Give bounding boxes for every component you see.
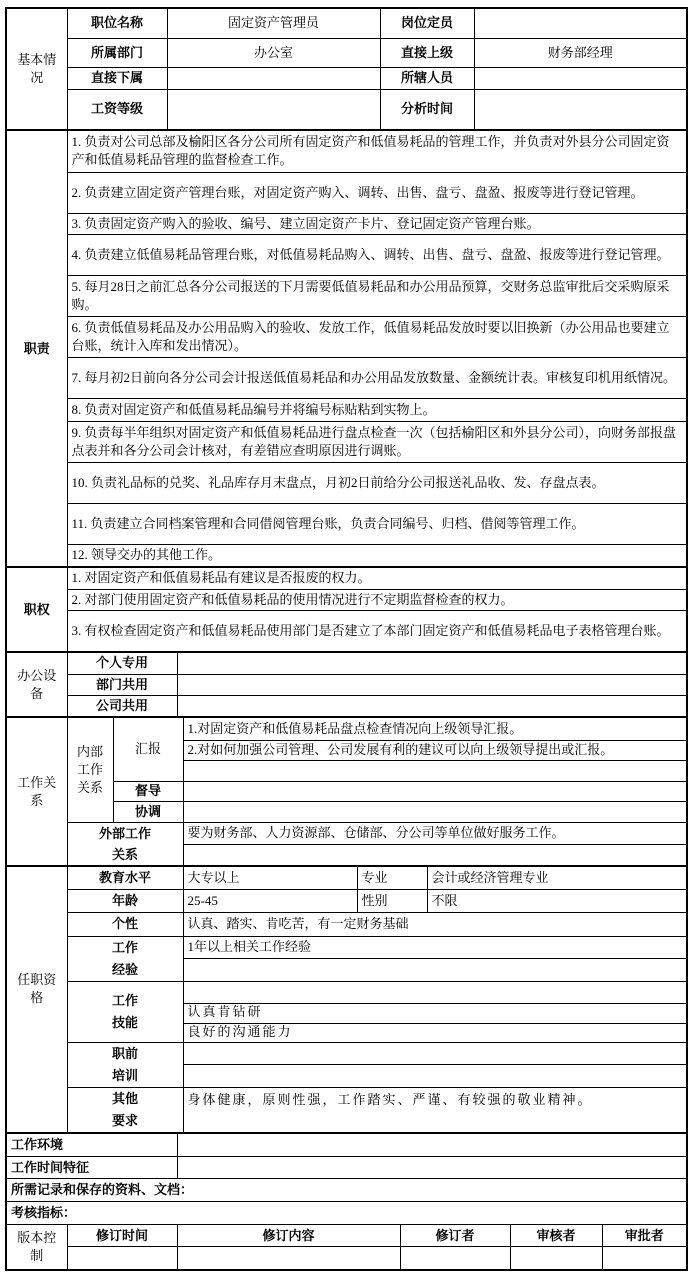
version-col-reviser: 修订者 [400,1225,510,1247]
equipment-company-value[interactable] [177,695,686,716]
work-time-value[interactable] [177,1157,686,1179]
headcount-value[interactable] [474,9,686,38]
version-approver-cell[interactable] [602,1247,686,1269]
skills-label-cell [67,981,183,1042]
duty-item: 10. 负责礼品标的兑奖、礼品库存月末盘点，月初2日前给分公司报送礼品收、发、存盘点表。 [67,462,686,503]
gender-value[interactable]: 不限 [427,889,686,912]
job-description-form [5,7,688,1271]
salary-grade-value[interactable] [167,89,380,129]
basic-info-section [7,9,686,129]
version-reviewer-cell[interactable] [510,1247,602,1269]
skill-item[interactable] [183,981,686,1003]
external-relations-item [183,844,686,865]
misc-section [7,1132,686,1269]
records-label: 所需记录和保存的资料、文档： [7,1179,686,1202]
report-item: 1.对固定资产和低值易耗品盘点检查情况向上级领导汇报。 [183,718,686,740]
work-environment-label: 工作环境 [7,1134,177,1157]
version-control-label: 版本控制 [7,1225,67,1269]
other-requirements-label-cell [67,1087,183,1132]
external-relations-label: 外部工作关系 [98,825,151,862]
report-item [183,760,686,781]
direct-subordinate-value[interactable] [167,67,380,89]
supervise-value[interactable] [183,781,686,801]
duty-item: 8. 负责对固定资产和低值易耗品编号并将编号标贴粘到实物上。 [67,398,686,421]
training-item[interactable] [183,1064,686,1087]
basic-info-section-label: 基本情况 [7,9,67,129]
direct-subordinate-label: 直接下属 [67,67,167,89]
major-label: 专业 [357,867,427,889]
direct-superior-value[interactable]: 财务部经理 [474,38,686,67]
duties-section-label: 职责 [7,131,67,566]
version-col-revision-time: 修订时间 [67,1225,177,1247]
duty-item: 11. 负责建立合同档案管理和合同借阅管理台账，负责合同编号、归档、借阅等管理工作。 [67,503,686,544]
gender-label: 性别 [357,889,427,912]
training-item[interactable] [183,1042,686,1064]
kpi-label: 考核指标： [7,1202,686,1225]
report-label: 汇报 [113,718,183,781]
department-label: 所属部门 [67,38,167,67]
direct-superior-label: 直接上级 [380,38,474,67]
version-revision-content-cell[interactable] [177,1247,400,1269]
education-value[interactable]: 大专以上 [183,867,357,889]
equipment-personal-value[interactable] [177,653,686,674]
skill-item[interactable]: 认真肯钻研 [183,1003,686,1023]
age-label: 年龄 [67,889,183,912]
internal-relations-label: 内部工作关系 [67,718,113,822]
version-col-revision-content: 修订内容 [177,1225,400,1247]
staff-under-value[interactable] [474,67,686,89]
analysis-time-label: 分析时间 [380,89,474,129]
qualifications-section-label: 任职资格 [7,867,67,1132]
office-equipment-section-label: 办公设备 [7,653,67,716]
other-requirements-label: 其他要求 [111,1090,138,1128]
duty-item: 1. 负责对公司总部及榆阳区各分公司所有固定资产和低值易耗品的管理工作，并负责对外县分公司固定资产和低值易耗品管理的监督检查工作。 [67,131,686,172]
external-relations-label-cell [67,822,183,865]
office-equipment-section [7,651,686,716]
work-relations-section-label: 工作关系 [7,718,67,865]
age-value[interactable]: 25-45 [183,889,357,912]
version-col-reviewer: 审核者 [510,1225,602,1247]
duty-item: 9. 负责每半年组织对固定资产和低值易耗品进行盘点检查一次（包括榆阳区和外县分公司），向财务部报盘点表并和各分公司会计核对，有差错应查明原因进行调账。 [67,421,686,462]
coordinate-value[interactable] [183,801,686,822]
equipment-department-value[interactable] [177,674,686,695]
work-time-label: 工作时间特征 [7,1157,177,1179]
position-name-label: 职位名称 [67,9,167,38]
qualifications-section [7,865,686,1132]
equipment-personal-label: 个人专用 [67,653,177,674]
training-label-cell [67,1042,183,1087]
other-requirements-value[interactable]: 身体健康，原则性强，工作踏实、严谨、有较强的敬业精神。 [183,1087,686,1132]
personality-label: 个性 [67,912,183,936]
version-reviser-cell[interactable] [400,1247,510,1269]
department-value[interactable]: 办公室 [167,38,380,67]
experience-item[interactable] [183,959,686,982]
duty-item: 5. 每月28日之前汇总各分公司报送的下月需要低值易耗品和办公用品预算，交财务总监审批后交采购原采购。 [67,275,686,316]
experience-label-cell [67,936,183,981]
headcount-label: 岗位定员 [380,9,474,38]
duty-item: 2. 负责建立固定资产管理台账，对固定资产购入、调转、出售、盘亏、盘盈、报废等进行登记管理。 [67,172,686,213]
major-value[interactable]: 会计或经济管理专业 [427,867,686,889]
duty-item: 4. 负责建立低值易耗品管理台账，对低值易耗品购入、调转、出售、盘亏、盘盈、报废等进行登记管理。 [67,234,686,275]
duty-item: 6. 负责低值易耗品及办公用品购入的验收、发放工作，低值易耗品发放时要以旧换新（办公用品也要建立台账，统计入库和发出情况）。 [67,316,686,357]
version-revision-time-cell[interactable] [67,1247,177,1269]
education-label: 教育水平 [67,867,183,889]
version-row [7,1247,686,1269]
powers-section [7,566,686,651]
report-item: 2.对如何加强公司管理、公司发展有利的建议可以向上级领导提出或汇报。 [183,740,686,760]
position-name-value[interactable]: 固定资产管理员 [167,9,380,38]
equipment-department-label: 部门共用 [67,674,177,695]
skill-item[interactable]: 良好的沟通能力 [183,1023,686,1042]
experience-item[interactable]: 1年以上相关工作经验 [183,936,686,959]
work-environment-value[interactable] [177,1134,686,1157]
duty-item: 3. 负责固定资产购入的验收、编号、建立固定资产卡片、登记固定资产管理台账。 [67,213,686,234]
salary-grade-label: 工资等级 [67,89,167,129]
experience-label: 工作经验 [111,939,138,977]
powers-section-label: 职权 [7,568,67,651]
staff-under-label: 所辖人员 [380,67,474,89]
external-relations-item: 要为财务部、人力资源部、仓储部、分公司等单位做好服务工作。 [183,822,686,844]
duty-item: 12. 领导交办的其他工作。 [67,544,686,566]
equipment-company-label: 公司共用 [67,695,177,716]
duties-section [7,129,686,566]
duty-item: 7. 每月初2日前向各分公司会计报送低值易耗品和办公用品发放数量、金额统计表。审核复印机用纸情况。 [67,357,686,398]
analysis-time-value[interactable] [474,89,686,129]
power-item: 1. 对固定资产和低值易耗品有建议是否报废的权力。 [67,568,686,589]
training-label: 职前培训 [111,1045,138,1083]
supervise-label: 督导 [113,781,183,801]
power-item: 3. 有权检查固定资产和低值易耗品使用部门是否建立了本部门固定资产和低值易耗品电子表格管理台账。 [67,610,686,651]
power-item: 2. 对部门使用固定资产和低值易耗品的使用情况进行不定期监督检查的权力。 [67,589,686,610]
work-relations-section [7,716,686,865]
version-col-approver: 审批者 [602,1225,686,1247]
personality-value[interactable]: 认真、踏实、肯吃苦，有一定财务基础 [183,912,686,936]
coordinate-label: 协调 [113,801,183,822]
skills-label: 工作技能 [111,992,138,1030]
